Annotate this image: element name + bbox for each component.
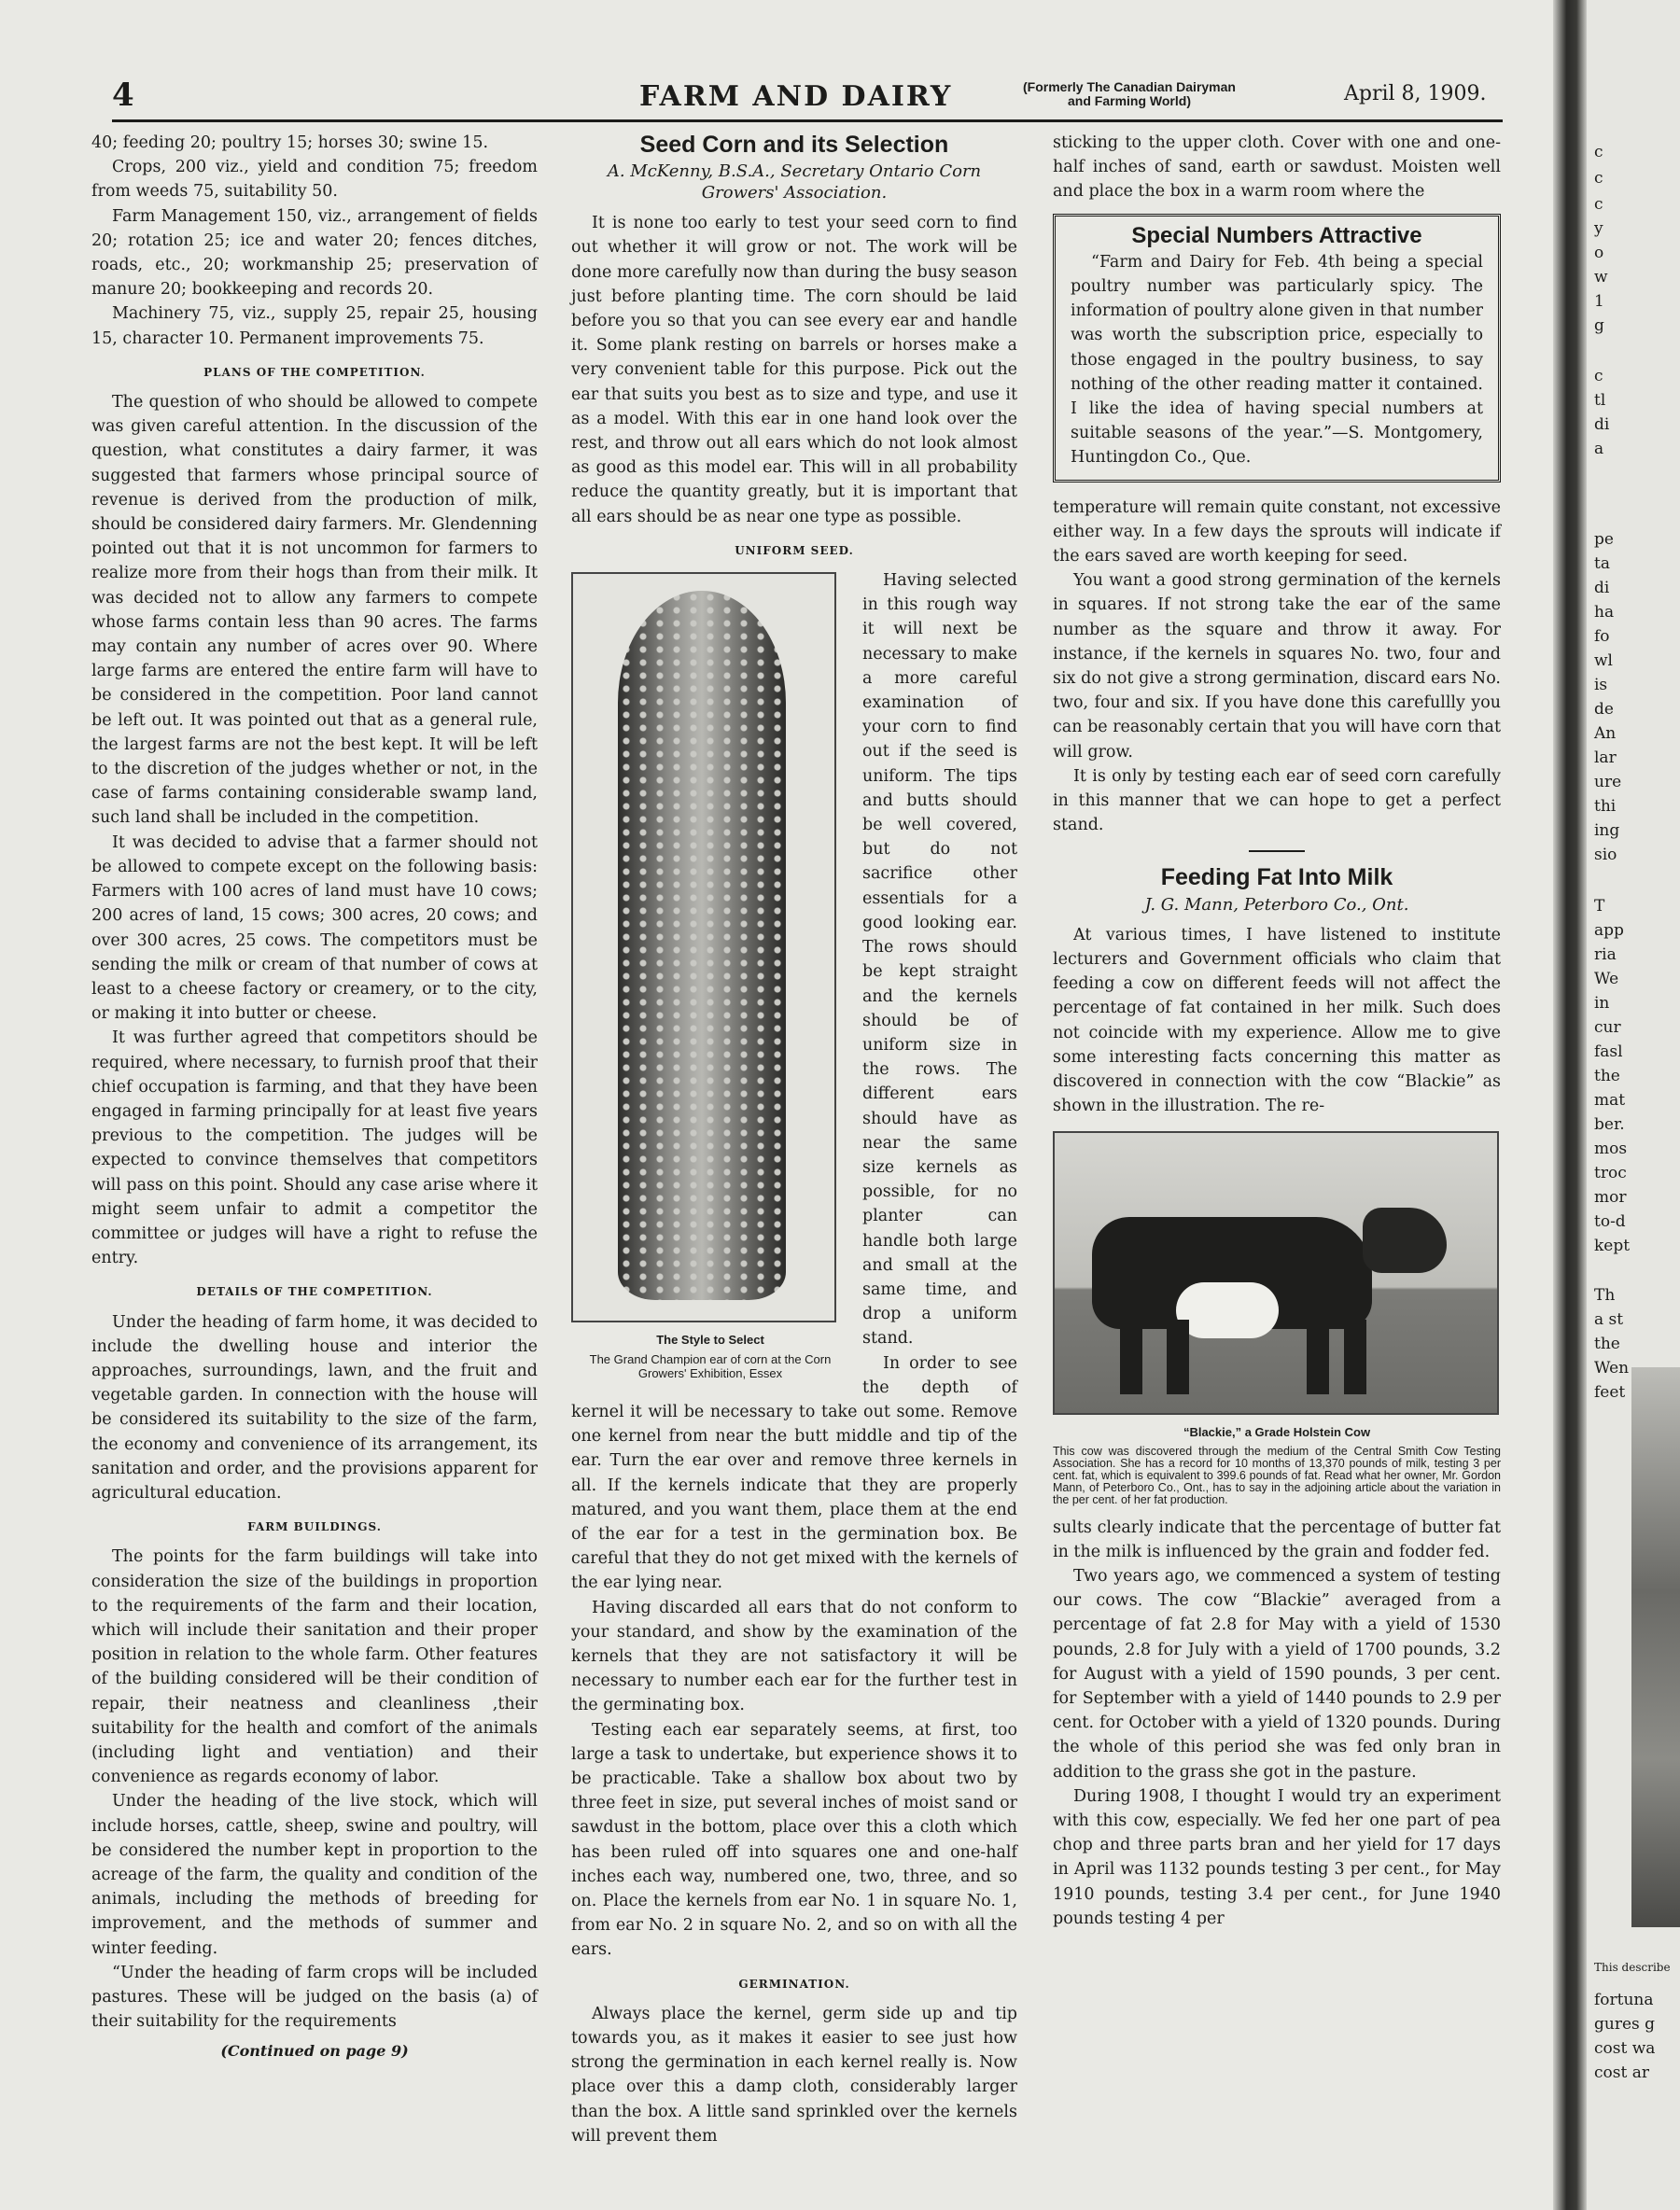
adjacent-text-fragment: c [1594, 143, 1603, 161]
paragraph: Under the heading of the live stock, which will include horses, cattle, sheep, swine and poultry, will be considered the number kept in proportion to the acreage of the farm, the quality and condition of the animals, including the methods of breeding for improvement, and the methods of summer and winter feeding. [91, 1792, 538, 1958]
formerly-line-1: (Formerly The Canadian Dairyman [1023, 79, 1236, 94]
adjacent-text-fragment: lar [1594, 748, 1617, 767]
adjacent-text-fragment: c [1594, 367, 1603, 385]
adjacent-text-fragment: cost ar [1594, 2063, 1649, 2082]
adjacent-text-fragment: a st [1594, 1310, 1624, 1329]
adjacent-text-fragment: to-d [1594, 1212, 1626, 1231]
adjacent-text-fragment: cost wa [1594, 2039, 1656, 2058]
adjacent-text-fragment: ta [1594, 554, 1610, 573]
adjacent-text-fragment: kept [1594, 1237, 1631, 1255]
paragraph: “Under the heading of farm crops will be included pastures. These will be judged on the basis (a) of their suitability for the requirements [91, 1963, 538, 2032]
box-text: “Farm and Dairy for Feb. 4th being a special poultry number was particularly spicy. The information of poultry alone given in that number was worth the subscription price, especially to those engaged in the poultry business, to say nothing of the other reading matter it contained. I like the idea of having special numbers at suitable seasons of the year.”—S. Montgomery, Huntingdon Co., Que. [1071, 252, 1483, 468]
adjacent-text-fragment: c [1594, 195, 1603, 214]
cow-head [1363, 1208, 1447, 1273]
adjacent-text-fragment: the [1594, 1067, 1620, 1085]
cow-white-patch [1176, 1282, 1279, 1338]
adjacent-text-fragment: thi [1594, 797, 1617, 816]
paragraph: It is none too early to test your seed corn to find out whether it will grow or not. The work will be done more carefully now than during the busy season just before planting time. The corn should be laid before you so that you can see every ear and handle it. Some plank resting on barrels or horses make a very convenient table for this purpose. Pick out the ear that suits you best as to size and type, and use it as a model. With this ear in one hand look over the rest, and throw out all ears which do not look almost as good as this model ear. This will in all probability reduce the quantity greatly, but it is important that all ears should be as near one type as possible. [571, 214, 1017, 526]
adjacent-text-fragment: wl [1594, 651, 1613, 670]
byline [571, 161, 1017, 203]
corn-ear-image [618, 591, 786, 1300]
adjacent-text-fragment: app [1594, 921, 1624, 940]
adjacent-text-fragment: Wen [1594, 1359, 1630, 1378]
subheading-buildings: FARM BUILDINGS. [247, 1520, 382, 1534]
paragraph: Machinery 75, viz., supply 25, repair 25, housing 15, character 10. Permanent improvements 75. [91, 304, 538, 348]
adjacent-text-fragment: di [1594, 415, 1610, 434]
adjacent-text-fragment: a [1594, 440, 1604, 458]
adjacent-text-fragment: troc [1594, 1164, 1627, 1182]
adjacent-text-fragment: fortuna [1594, 1991, 1654, 2009]
issue-date: April 8, 1909. [1344, 82, 1487, 105]
paragraph: It was decided to advise that a farmer should not be allowed to compete except on the following basis: Farmers with 100 acres of land must have 10 cows; 200 acres of land, 15 cows; 300 acres, 20 cows; and over 300 acres, 25 cows. The competitors must be sending the milk or cream of that number of cows at least to a cheese factory or creamery, or to the city, or making it into butter or cheese. [91, 832, 538, 1024]
paragraph: The points for the farm buildings will take into consideration the size of the buildings in proportion to the requirements of the farm and their location, which will include their sanitation and their proper position in relation to the whole farm. Other features of the building considered will be their condition of repair, their neatness and cleanliness ,their suitability for the health and comfort of the animals (including light and ventiation) and their convenience as regards economy of labor. [91, 1547, 538, 1787]
paragraph: Always place the kernel, germ side up and tip towards you, as it makes it easier to see just how strong the germination in each kernel really is. Now place over this a damp cloth, considerably larger than the box. A little sand sprinkled over the kernels will prevent them [571, 2004, 1017, 2146]
paragraph: temperature will remain quite constant, not excessive either way. In a few days the sprouts will indicate if the ears saved are worth keeping for seed. [1053, 497, 1501, 566]
corn-caption-text: The Grand Champion ear of corn at the Corn Growers' Exhibition, Essex [589, 1352, 832, 1381]
adjacent-text-fragment: de [1594, 700, 1614, 719]
cow-caption-title: “Blackie,” a Grade Holstein Cow [1183, 1425, 1371, 1440]
cow-leg [1307, 1320, 1329, 1394]
box-title: Special Numbers Attractive [1131, 222, 1422, 248]
adjacent-text-fragment: mos [1594, 1140, 1628, 1158]
adjacent-caption: This describe [1594, 1961, 1671, 1974]
paragraph: Testing each ear separately seems, at first, too large a task to undertake, but experience shows it to be practicable. Take a shallow box about two by three feet in size, put several inches of moist sand or sawdust in the bottom, place over this a cloth which has been ruled off into squares one and one-half inches each way, numbered one, two, three, and so on. Place the kernels from ear No. 1 in square No. 1, from ear No. 2 in square No. 2, and so on with all the ears. [571, 1720, 1017, 1960]
byline-line-2: Growers' Association. [701, 183, 888, 203]
column-2 [571, 131, 1017, 2148]
adjacent-text-fragment: pe [1594, 530, 1614, 549]
adjacent-text-fragment: We [1594, 970, 1619, 988]
paragraph: Having selected in this rough way it will next be necessary to make a more careful examination of your corn to find out if the seed is uniform. The tips and butts should be well covered, but do not sacrifice other essentials for a good looking ear. The rows should be kept straight and the kernels should be of uniform size in the rows. The different ears should have as near the same size kernels as possible, for no planter can handle both large and small at the same time, and drop a uniform stand. [862, 571, 1017, 1349]
adjacent-text-fragment: g [1594, 316, 1604, 335]
paragraph: Having discarded all ears that do not conform to your standard, and show by the examination of the kernels that they are not satisfactory it will be necessary to number each ear for the further test in the germinating box. [571, 1598, 1017, 1715]
paragraph: The question of who should be allowed to compete was given careful attention. In the discussion of the question, what constitutes a dairy farmer, it was suggested that farmers whose principal source of revenue is derived from the production of milk, should be considered dairy farmers. Mr. Glendenning pointed out that it is not uncommon for farmers to realize more from their hogs than from their milk. It was decided not to allow any farmers to compete whose farms contain less than 90 acres. The farms may contain any number of acres over 90. Where large farms are entered the entire farm will have to be considered in the competition. Poor land cannot be left out. It was pointed out that as a general rule, the largest farms are not the best kept. It will be left to the discretion of the judges whether or not, in the case of farms containing considerable swamp land, such land shall be included in the competition. [91, 393, 538, 828]
page-header [112, 77, 1503, 122]
adjacent-text-fragment: is [1594, 676, 1608, 694]
adjacent-text-fragment: tl [1594, 391, 1606, 410]
article-title-feeding-fat: Feeding Fat Into Milk [1160, 864, 1393, 891]
adjacent-text-fragment: ber. [1594, 1115, 1625, 1134]
subheading-uniform-seed: UNIFORM SEED. [735, 543, 854, 557]
adjacent-text-fragment: cur [1594, 1018, 1621, 1037]
adjacent-text-fragment: mor [1594, 1188, 1627, 1207]
corn-figure [571, 572, 849, 1380]
paragraph: During 1908, I thought I would try an experiment with this cow, especially. We fed her one part of pea chop and three parts bran and her yield for 17 days in April was 1132 pounds testing 3 per cent., for May 1910 pounds, testing 3.4 per cent., for June 1940 pounds testing 4 per [1053, 1786, 1501, 1928]
adjacent-text-fragment: ing [1594, 821, 1620, 840]
section-divider [1249, 850, 1305, 852]
paragraph: Under the heading of farm home, it was decided to include the dwelling house and interior the approaches, surroundings, lawn, and the fruit and vegetable garden. In connection with the house will be considered its suitability to the size of the farm, the economy and convenience of its arrangement, its sanitation and order, and the provisions apparent for agricultural education. [91, 1312, 538, 1503]
adjacent-text-fragment: di [1594, 579, 1610, 597]
cow-leg [1167, 1320, 1189, 1394]
adjacent-text-fragment: gures g [1594, 2015, 1656, 2034]
adjacent-text-fragment: y [1594, 219, 1603, 238]
paragraph: At various times, I have listened to institute lecturers and Government officials who claim that feeding a cow on different feeds will not affect the percentage of fat contained in her milk. Such does not coincide with my experience. Allow me to give some interesting facts concerning this matter as discovered in connection with the cow “Blackie” as shown in the illustration. The re- [1053, 925, 1501, 1116]
adjacent-text-fragment: ria [1594, 945, 1617, 964]
adjacent-text-fragment: T [1594, 897, 1605, 916]
page-gutter [1553, 0, 1587, 2210]
adjacent-text-fragment: ure [1594, 773, 1622, 791]
cow-leg [1344, 1320, 1366, 1394]
adjacent-text-fragment: sio [1594, 846, 1617, 864]
adjacent-text-fragment: c [1594, 169, 1603, 188]
formerly-line-2: and Farming World) [1068, 93, 1191, 108]
continued-note: (Continued on page 9) [220, 2042, 409, 2061]
paragraph: 40; feeding 20; poultry 15; horses 30; swine 15. [91, 133, 489, 152]
adjacent-text-fragment: mat [1594, 1091, 1626, 1110]
byline-mann: J. G. Mann, Peterboro Co., Ont. [1144, 894, 1409, 915]
article-title-seed-corn: Seed Corn and its Selection [639, 132, 949, 158]
cow-leg [1120, 1320, 1142, 1394]
adjacent-text-fragment: o [1594, 244, 1604, 262]
subheading-details: DETAILS OF THE COMPETITION. [196, 1285, 433, 1299]
adjacent-page-fragment [1587, 0, 1680, 2210]
adjacent-text-fragment: An [1594, 724, 1617, 743]
paragraph: sults clearly indicate that the percentage of butter fat in the milk is influenced by the grain and fodder fed. [1053, 1518, 1501, 1561]
paragraph: You want a good strong germination of the kernels in squares. If not strong take the ear of the same number as the square and throw it away. For instance, if the kernels in squares No. two, four and six do not give a strong germination, discard ears No. two, four and six. If you have done this carefullly you can be reasonably certain that you will have corn that will grow. [1053, 571, 1501, 762]
publication-title: FARM AND DAIRY [639, 80, 953, 113]
adjacent-text-fragment: the [1594, 1335, 1620, 1353]
adjacent-text-fragment: ha [1594, 603, 1615, 622]
page-number: 4 [112, 77, 134, 114]
adjacent-text-fragment: in [1594, 994, 1610, 1013]
subheading-plans: PLANS OF THE COMPETITION. [203, 365, 426, 379]
corn-photo [571, 572, 836, 1322]
subheading-germination: GERMINATION. [738, 1977, 850, 1991]
adjacent-text-fragment: Th [1594, 1286, 1616, 1305]
adjacent-text-fragment: fasl [1594, 1042, 1623, 1061]
adjacent-page-photo [1631, 1367, 1680, 1927]
column-1 [91, 131, 538, 2064]
formerly-note [971, 80, 1288, 108]
cow-caption: This cow was discovered through the medium of the Central Smith Cow Testing Association. She has a record for 10 months of 13,370 pounds of milk, testing 3 per cent. fat, which is equivalent to 399.6 pounds of fat. Read what her owner, Mr. Gordon Mann, of Peterboro Co., Ont., has to say in the adjoining article about the variation in the per cent. of her fat production. [1053, 1444, 1501, 1506]
adjacent-text-fragment: feet [1594, 1383, 1626, 1402]
column-3 [1053, 131, 1501, 1931]
adjacent-text-fragment: w [1594, 268, 1608, 287]
paragraph: In order to see the depth of kernel it will be necessary to take out some. Remove one kernel from near the butt middle and tip of the ear. Turn the ear over and remove three kernels in all. If the kernels indicate that they are properly matured, and you want them, place them at the end of the ear for a test in the germination box. Be careful that they do not get mixed with the kernels of the ear lying near. [571, 1353, 1017, 1593]
paragraph: Crops, 200 viz., yield and condition 75; freedom from weeds 75, suitability 50. [91, 158, 538, 202]
special-numbers-box [1053, 214, 1501, 483]
adjacent-text-fragment: fo [1594, 627, 1610, 646]
byline-line-1: A. McKenny, B.S.A., Secretary Ontario Corn [607, 161, 982, 182]
paragraph: It was further agreed that competitors should be required, where necessary, to furnish proof that their chief occupation is farming, and that they have been engaged in farming principally for at least five years previous to the competition. The judges will be expected to convince themselves that competitors will pass on this point. Should any case arise where it might seem unfair to admit a competitor the committee or judges will have a right to refuse the entry. [91, 1028, 538, 1268]
cow-photo [1053, 1131, 1499, 1415]
adjacent-text-fragment: 1 [1594, 292, 1604, 311]
paragraph: It is only by testing each ear of seed corn carefully in this manner that we can hope to get a perfect stand. [1053, 766, 1501, 835]
paragraph: Two years ago, we commenced a system of testing our cows. The cow “Blackie” averaged from a percentage of fat 2.8 for May with a yield of 1530 pounds, 2.8 for July with a yield of 1700 pounds, 3.2 for August with a yield of 1590 pounds, 3 per cent. for September with a yield of 1440 pounds to 2.9 per cent. for October with a yield of 1320 pounds. During the whole of this period she was fed only bran in addition to the grass she got in the pasture. [1053, 1566, 1501, 1782]
corn-caption-title: The Style to Select [656, 1333, 764, 1348]
paragraph: Farm Management 150, viz., arrangement of fields 20; rotation 25; ice and water 20; fences ditches, roads, etc., 20; workmanship 25; preservation of manure 20; bookkeeping and records 20. [91, 206, 538, 300]
paragraph: sticking to the upper cloth. Cover with one and one-half inches of sand, earth or sawdust. Moisten well and place the box in a warm room where the [1053, 133, 1501, 202]
